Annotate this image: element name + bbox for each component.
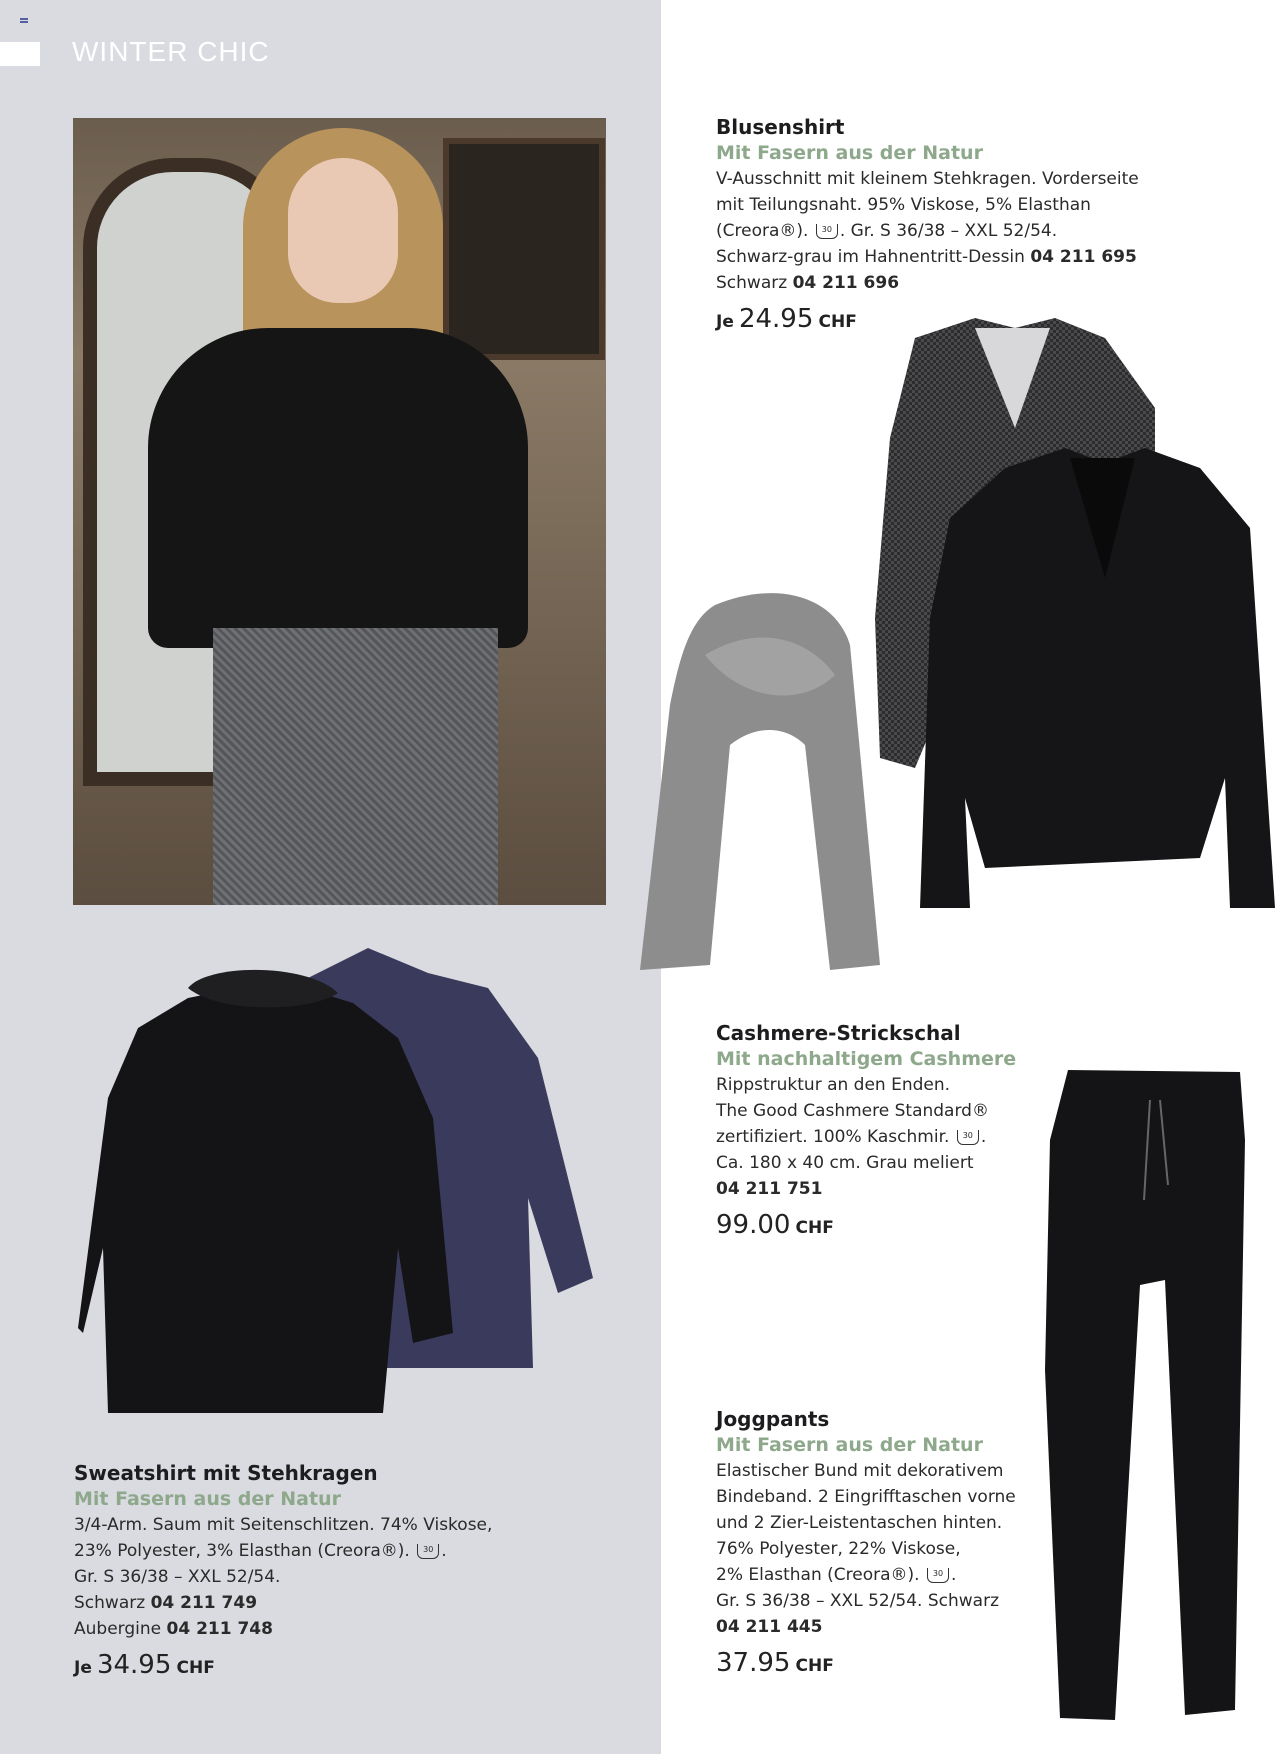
product-variant: Schwarz 04 211 696: [716, 273, 900, 293]
article-number: 04 211 445: [716, 1617, 823, 1637]
article-number: 04 211 749: [150, 1593, 258, 1613]
photo-face: [288, 158, 398, 303]
product-desc: Gr. S 36/38 – XXL 52/54. Schwarz: [716, 1591, 1000, 1611]
article-number: 04 211 748: [166, 1619, 273, 1639]
product-desc: 76% Polyester, 22% Viskose,: [716, 1539, 961, 1559]
product-desc: V-Ausschnitt mit kleinem Stehkragen. Vorderseite: [716, 169, 1139, 189]
product-price: Je 24.95 CHF: [716, 304, 857, 334]
product-name: Sweatshirt mit Stehkragen: [74, 1461, 378, 1485]
product-desc: Ca. 180 x 40 cm. Grau meliert: [716, 1153, 974, 1173]
product-claim: Mit nachhaltigem Cashmere: [716, 1048, 1017, 1070]
product-desc: The Good Cashmere Standard®: [716, 1101, 989, 1121]
article-number: 04 211 696: [792, 273, 900, 293]
model-photo: [73, 118, 606, 905]
wash-30-icon: 30: [816, 224, 838, 239]
wash-30-icon: 30: [957, 1130, 979, 1145]
product-desc: 2% Elasthan (Creora®). 30 .: [716, 1565, 957, 1585]
product-desc: Rippstruktur an den Enden.: [716, 1075, 951, 1095]
product-variant: Aubergine 04 211 748: [74, 1619, 273, 1639]
article-number: 04 211 751: [716, 1179, 823, 1199]
photo-chalkboard: [443, 138, 605, 360]
photo-checked-pants: [213, 628, 498, 905]
product-desc: (Creora®). 30 . Gr. S 36/38 – XXL 52/54.: [716, 221, 1058, 241]
sweatshirt-image: [78, 948, 598, 1418]
wash-30-icon: 30: [927, 1568, 949, 1583]
scarf-image: [635, 585, 895, 975]
product-variant: Schwarz-grau im Hahnentritt-Dessin 04 211 695: [716, 247, 1137, 267]
product-desc: und 2 Zier-Leistentaschen hinten.: [716, 1513, 1003, 1533]
product-claim: Mit Fasern aus der Natur: [74, 1488, 341, 1510]
product-scarf: [716, 1020, 1016, 1245]
product-name: Blusenshirt: [716, 115, 845, 139]
product-price: 99.00 CHF: [716, 1210, 834, 1240]
product-price: 37.95 CHF: [716, 1648, 834, 1678]
product-desc: Gr. S 36/38 – XXL 52/54.: [74, 1567, 281, 1587]
joggpants-image: [1040, 1070, 1280, 1720]
product-desc: Bindeband. 2 Eingrifftaschen vorne: [716, 1487, 1016, 1507]
product-name: Joggpants: [716, 1407, 830, 1431]
product-desc: zertifiziert. 100% Kaschmir. 30 .: [716, 1127, 987, 1147]
photo-black-top: [148, 328, 528, 648]
product-price: Je 34.95 CHF: [74, 1650, 215, 1680]
section-tab: [0, 42, 40, 66]
product-name: Cashmere-Strickschal: [716, 1021, 961, 1045]
product-sweatshirt: [74, 1460, 492, 1685]
product-desc: mit Teilungsnaht. 95% Viskose, 5% Elasthan: [716, 195, 1091, 215]
section-title: WINTER CHIC: [72, 36, 270, 67]
product-claim: Mit Fasern aus der Natur: [716, 142, 983, 164]
product-blusenshirt: [716, 114, 1139, 339]
blusenshirt-image: [855, 318, 1280, 918]
product-joggpants: [716, 1406, 1016, 1683]
product-claim: Mit Fasern aus der Natur: [716, 1434, 983, 1456]
product-desc: 23% Polyester, 3% Elasthan (Creora®). 30 .: [74, 1541, 447, 1561]
page-mark-icon: [20, 18, 28, 24]
product-desc: Elastischer Bund mit dekorativem: [716, 1461, 1004, 1481]
wash-30-icon: 30: [417, 1544, 439, 1559]
article-number: 04 211 695: [1030, 247, 1137, 267]
product-variant: Schwarz 04 211 749: [74, 1593, 258, 1613]
product-desc: 3/4-Arm. Saum mit Seitenschlitzen. 74% Viskose,: [74, 1515, 493, 1535]
